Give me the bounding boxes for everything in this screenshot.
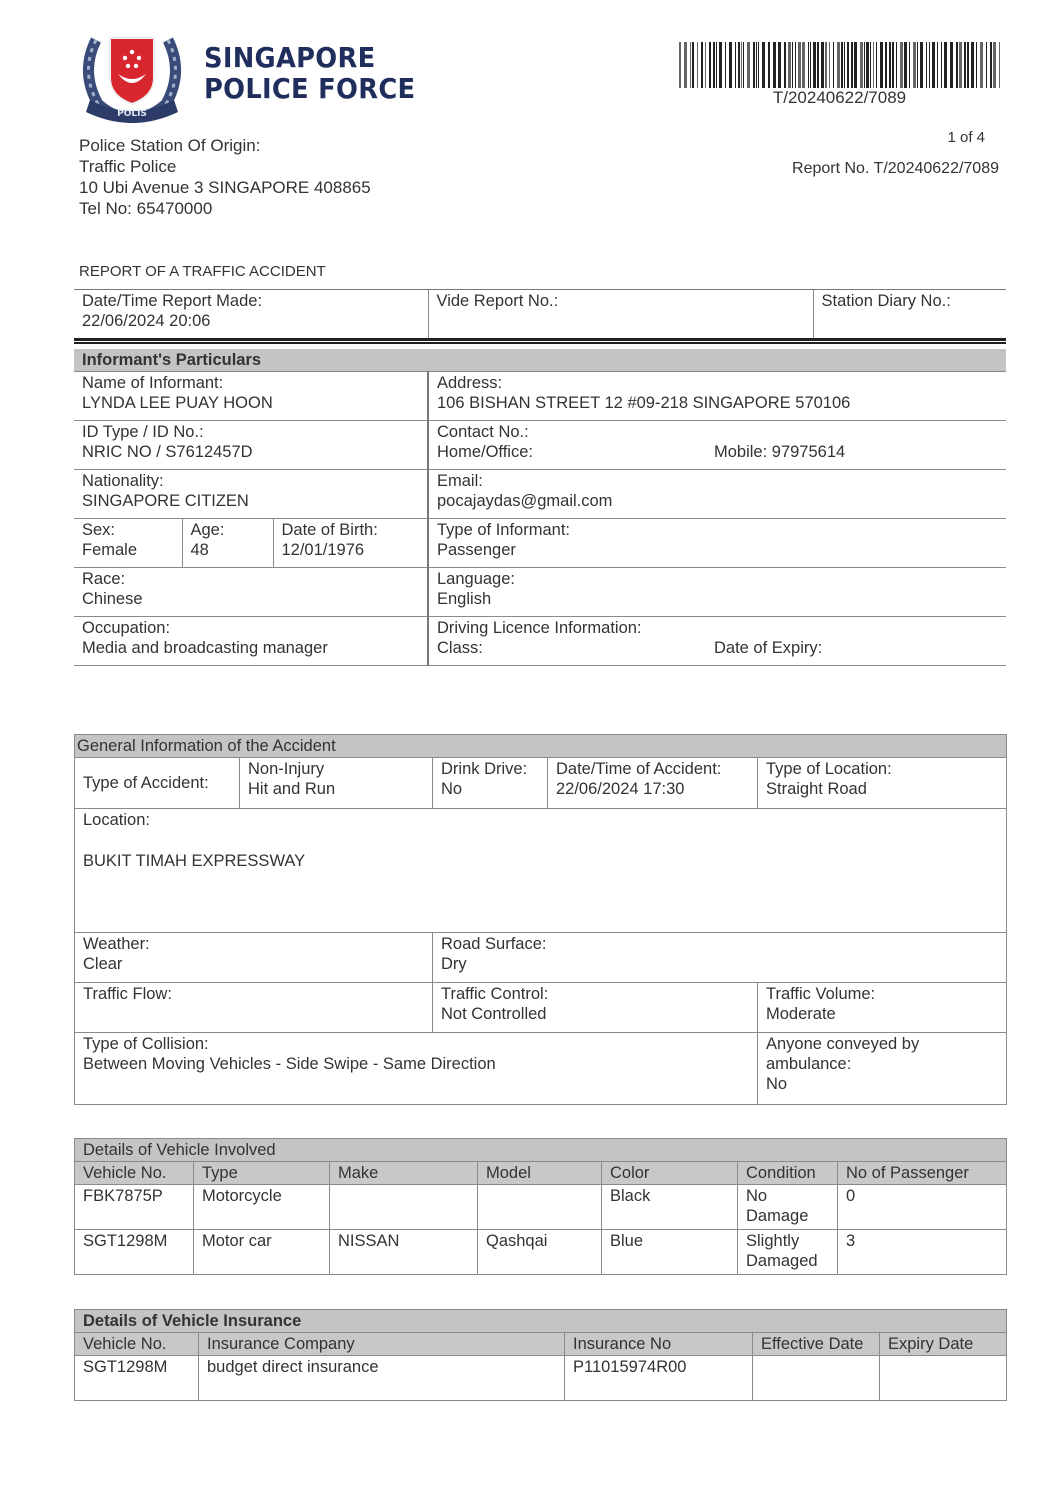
barcode-bar [993,42,996,88]
barcode-bar [980,42,983,88]
field-value: Female [82,541,138,559]
barcode-bar [904,42,907,88]
field-value: Passenger [437,541,516,559]
barcode-bar [798,42,801,88]
table-cell: FBK7875P [75,1185,194,1230]
accident-location [75,809,1007,933]
traffic-volume [758,983,1007,1033]
field-value: Chinese [82,590,143,608]
origin-station: Traffic Police [79,157,177,176]
informant-age [182,519,273,568]
origin-label: Police Station Of Origin: [79,136,261,155]
barcode-bar [967,42,969,88]
field-value: 48 [190,541,209,559]
barcode-bar [802,42,805,88]
table-cell [330,1185,478,1230]
barcode-bar [825,42,827,88]
field-label: Contact No.: [437,423,529,441]
field-label: Location: [83,811,150,829]
field-label: Road Surface: [441,935,547,953]
informant-table [74,349,1006,666]
barcode-bar [873,42,874,88]
table-row [75,1230,1007,1275]
table-cell: budget direct insurance [199,1356,565,1401]
field-label: Traffic Volume: [766,985,876,1003]
accident-type-value-2: Hit and Run [248,780,336,798]
field-label: Anyone conveyed by [766,1035,920,1053]
column-header: Effective Date [753,1333,880,1356]
informant-nationality [74,470,428,519]
column-header: Expiry Date [880,1333,1007,1356]
barcode-bar [937,42,938,88]
insurance-table [74,1309,1007,1401]
column-header: Insurance Company [199,1333,565,1356]
insurance-header-row [75,1333,1007,1356]
field-value: Not Controlled [441,1005,547,1023]
date-time-report-made [74,290,428,339]
field-label: Type of Collision: [83,1035,209,1053]
barcode-bar [741,42,742,88]
field-value: Between Moving Vehicles - Side Swipe - Same Direction [83,1055,496,1073]
barcode-bar [851,42,853,88]
section-divider [74,338,1006,344]
barcode-bar [713,42,715,88]
barcode-bar [959,42,962,88]
field-value: LYNDA LEE PUAY HOON [82,394,273,412]
accident-info-table [74,734,1007,1105]
section-title-vehicles: Details of Vehicle Involved [75,1139,1007,1162]
informant-licence-expiry [706,617,1006,666]
barcode-bar [821,42,824,88]
table-cell: 0 [838,1185,1007,1230]
field-value: Clear [83,955,123,973]
barcode-bar [892,42,894,88]
barcode [679,42,1000,88]
field-label: Race: [82,570,126,588]
barcode-bar [725,42,726,88]
table-cell: 3 [838,1230,1007,1275]
licence-class-label: Class: [437,639,483,657]
field-label: Date of Birth: [281,521,378,539]
barcode-bar [690,42,691,88]
field-label: Weather: [83,935,150,953]
traffic-control [433,983,758,1033]
column-header: Vehicle No. [75,1333,199,1356]
field-value: No [766,1075,788,1093]
barcode-bar [716,42,717,88]
field-value: NRIC NO / S7612457D [82,443,253,461]
origin-address: 10 Ubi Avenue 3 SINGAPORE 408865 [79,178,371,197]
informant-dob [273,519,428,568]
location-type [758,758,1007,809]
column-header: No of Passenger [838,1162,1007,1185]
field-label: Email: [437,472,483,490]
barcode-bar [999,42,1000,88]
barcode-bar [795,42,796,88]
field-label: Sex: [82,521,116,539]
column-header: Type [194,1162,330,1185]
table-cell: Motor car [194,1230,330,1275]
road-surface [433,933,1007,983]
accident-datetime [548,758,758,809]
barcode-bar [900,42,903,88]
barcode-bar [697,42,698,88]
section-title-insurance: Details of Vehicle Insurance [75,1310,1007,1333]
barcode-bar [971,42,974,88]
barcode-bar [829,42,830,88]
brand-name [204,42,415,104]
station-of-origin [79,135,371,219]
origin-tel: Tel No: 65470000 [79,199,213,218]
column-header: Model [478,1162,602,1185]
informant-name [74,372,428,421]
vide-report-no [428,290,813,339]
barcode-bar [719,42,722,88]
field-value: SINGAPORE CITIZEN [82,492,249,510]
barcode-bar [929,42,930,88]
field-label: Name of Informant: [82,374,224,392]
barcode-bar [729,42,732,88]
field-value: 22/06/2024 17:30 [556,780,685,798]
field-label: Nationality: [82,472,164,490]
collision-type [75,1033,758,1105]
barcode-bar [738,42,740,88]
table-cell: Blue [602,1230,738,1275]
barcode-bar [833,42,834,88]
barcode-bar [944,42,947,88]
licence-expiry-label: Date of Expiry: [714,639,823,657]
field-value: 106 BISHAN STREET 12 #09-218 SINGAPORE 570106 [437,394,851,412]
barcode-bar [756,42,757,88]
barcode-bar [705,42,706,88]
barcode-bar [964,42,966,88]
field-value: BUKIT TIMAH EXPRESSWAY [83,852,306,870]
barcode-bar [920,42,923,88]
barcode-bar [860,42,863,88]
vehicles-header-row [75,1162,1007,1185]
informant-id [74,421,428,470]
barcode-bar [956,42,958,88]
barcode-bar [847,42,849,88]
informant-type [428,519,1006,568]
barcode-bar [810,42,811,88]
barcode-bar [679,42,681,88]
field-label: Date/Time Report Made: [82,292,263,310]
field-label: Occupation: [82,619,171,637]
weather [75,933,433,983]
table-cell: Qashqai [478,1230,602,1275]
field-label: Date/Time of Accident: [556,760,722,778]
table-row [75,1356,1007,1401]
barcode-bar [747,42,750,88]
informant-mobile [706,421,1006,470]
column-header: Vehicle No. [75,1162,194,1185]
informant-address [428,372,1006,421]
report-number: Report No. T/20240622/7089 [792,160,999,177]
barcode-bar [762,42,765,88]
table-cell [478,1185,602,1230]
field-label: Type of Informant: [437,521,570,539]
barcode-bar [692,42,694,88]
table-cell: Slightly Damaged [738,1230,838,1275]
field-label: Driving Licence Information: [437,619,642,637]
table-cell: NISSAN [330,1230,478,1275]
barcode-bar [854,42,857,88]
table-cell: Motorcycle [194,1185,330,1230]
field-label: Vide Report No.: [436,292,559,310]
barcode-bar [917,42,918,88]
informant-email [428,470,1006,519]
field-value: Dry [441,955,467,973]
barcode-bar [841,42,843,88]
barcode-bar [837,42,840,88]
column-header: Make [330,1162,478,1185]
section-title-accident: General Information of the Accident [75,735,1007,758]
vehicles-table [74,1138,1007,1275]
field-label: Traffic Flow: [83,985,172,1003]
barcode-bar [784,42,786,88]
drink-drive [433,758,548,809]
traffic-flow [75,983,433,1033]
ambulance [758,1033,1007,1105]
barcode-bar [889,42,891,88]
field-value: Moderate [766,1005,836,1023]
field-value: pocajaydas@gmail.com [437,492,613,510]
mobile-value: Mobile: 97975614 [714,443,846,461]
column-header: Color [602,1162,738,1185]
accident-type [240,758,433,809]
barcode-bar [990,42,992,88]
table-cell: No Damage [738,1185,838,1230]
table-row [75,1185,1007,1230]
field-label: Language: [437,570,515,588]
field-label: Age: [190,521,225,539]
barcode-bar [866,42,869,88]
barcode-bar [913,42,916,88]
barcode-bar [844,42,845,88]
field-value: No [441,780,463,798]
barcode-bar [743,42,744,88]
field-label: Traffic Control: [441,985,549,1003]
informant-licence [428,617,706,666]
informant-language [428,568,1006,617]
barcode-bar [808,42,809,88]
brand-line-2: POLICE FORCE [204,72,416,105]
barcode-bar [885,42,887,88]
barcode-bar [735,42,736,88]
field-label: Address: [437,374,503,392]
field-label: Station Diary No.: [821,292,951,310]
field-value: 12/01/1976 [281,541,365,559]
barcode-bar [876,42,877,88]
table-cell [880,1356,1007,1401]
table-cell: P11015974R00 [565,1356,753,1401]
barcode-bar [817,42,819,88]
barcode-bar [950,42,953,88]
barcode-bar [926,42,927,88]
table-cell: SGT1298M [75,1356,199,1401]
field-value: English [437,590,492,608]
informant-race [74,568,428,617]
barcode-bar [778,42,781,88]
accident-type-label: Type of Accident: [75,758,240,809]
barcode-bar [758,42,759,88]
page-indicator: 1 of 4 [947,129,985,146]
barcode-bar [896,42,897,88]
spf-logo [76,22,188,126]
table-cell: Black [602,1185,738,1230]
barcode-bar [701,42,703,88]
logo-ribbon-text: POLIS [117,109,147,119]
barcode-bar [880,42,883,88]
informant-occupation [74,617,428,666]
barcode-bar [813,42,816,88]
accident-type-value-1: Non-Injury [248,760,325,778]
barcode-bar [909,42,910,88]
barcode-bar [709,42,711,88]
barcode-text: T/20240622/7089 [772,88,907,107]
report-meta-table [74,289,1006,338]
barcode-bar [932,42,935,88]
field-label: Type of Location: [766,760,892,778]
section-title-informant: Informant's Particulars [74,349,1006,372]
barcode-bar [768,42,770,88]
barcode-bar [684,42,687,88]
barcode-bar [788,42,791,88]
document-title: REPORT OF A TRAFFIC ACCIDENT [79,263,326,280]
barcode-bar [986,42,987,88]
informant-contact [428,421,706,470]
barcode-bar [773,42,776,88]
barcode-bar [941,42,942,88]
barcode-bar [976,42,977,88]
barcode-bar [753,42,755,88]
barcode-bar [870,42,871,88]
informant-sex [74,519,182,568]
field-value: Media and broadcasting manager [82,639,328,657]
barcode-bar [792,42,793,88]
brand-line-1: SINGAPORE [204,41,376,74]
column-header: Condition [738,1162,838,1185]
column-header: Insurance No [565,1333,753,1356]
barcode-bar [864,42,865,88]
field-label: ambulance: [766,1055,852,1073]
station-diary-no [813,290,1006,339]
table-cell [753,1356,880,1401]
field-label: Drink Drive: [441,760,528,778]
table-cell: SGT1298M [75,1230,194,1275]
home-office-label: Home/Office: [437,443,533,461]
field-value: 22/06/2024 20:06 [82,312,211,330]
field-label: ID Type / ID No.: [82,423,204,441]
field-value: Straight Road [766,780,867,798]
